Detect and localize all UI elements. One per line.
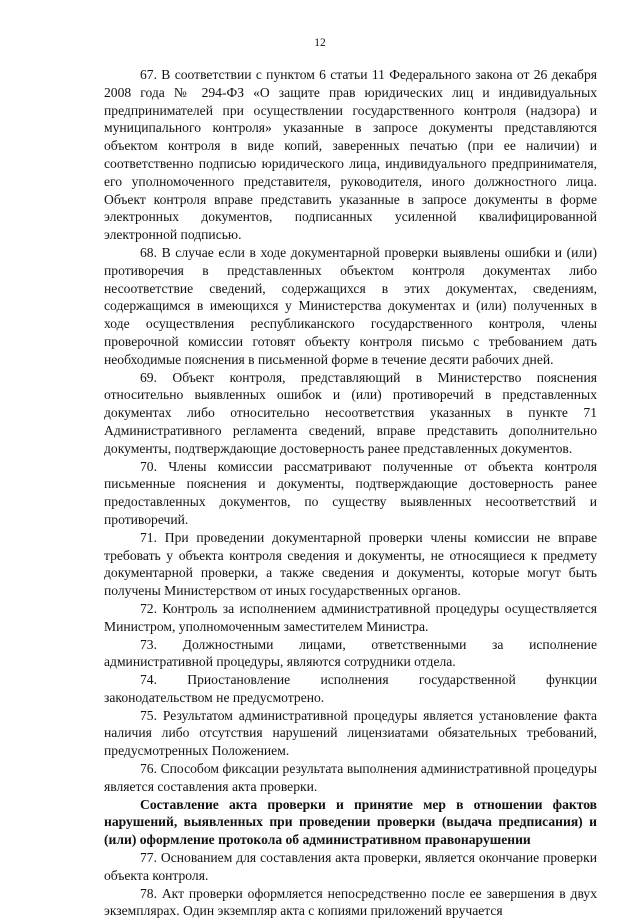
paragraph-74: 74. Приостановление исполнения государственной функции законодательством не предусмотрено. xyxy=(104,672,597,705)
page-number: 12 xyxy=(314,37,326,49)
paragraph-78: 78. Акт проверки оформляется непосредственно после ее завершения в двух экземплярах. Один экземпляр акта с копиями приложений вручается xyxy=(104,885,597,919)
section-heading: Составление акта проверки и принятие мер в отношении фактов нарушений, выявленных при проведении проверки (выдача предписания) и (или) оформление протокола об административном правонарушении xyxy=(104,796,597,848)
paragraph-76: 76. Способом фиксации результата выполнения административной процедуры является составления акта проверки. xyxy=(104,761,597,794)
paragraph-73: 73. Должностными лицами, ответственными за исполнение административной процедуры, являются сотрудники отдела. xyxy=(104,636,597,670)
document-body xyxy=(104,66,597,920)
paragraph-72: 72. Контроль за исполнением административной процедуры осуществляется Министром, уполномоченным заместителем Министра. xyxy=(104,600,597,634)
paragraph-71: 71. При проведении документарной проверки члены комиссии не вправе требовать у объекта контроля сведения и документы, не относящиеся к предмету документарной проверки, а также сведения и документы, которые могут быть получены Министерством от иных государственных органов. xyxy=(104,529,597,599)
paragraph-68: 68. В случае если в ходе документарной проверки выявлены ошибки и (или) противоречия в представленных объектом контроля документах либо несоответствие сведений, содержащихся в этих документах, сведениям, содержащимся в имеющихся у Министерства документах и (или) полученных в ходе осуществления республиканского государственного контроля, члены проверочной комиссии готовят объекту контроля письмо с требованием дать необходимые пояснения в письменной форме в течение десяти рабочих дней. xyxy=(104,244,597,367)
paragraph-69: 69. Объект контроля, представляющий в Министерство пояснения относительно выявленных ошибок и (или) противоречий в представленных документах либо относительно несоответствия указанных в пункте 71 Административного регламента сведений, вправе представить дополнительно документы, подтверждающие достоверность ранее представленных документов. xyxy=(104,369,597,456)
paragraph-67: 67. В соответствии с пунктом 6 статьи 11 Федерального закона от 26 декабря 2008 года № 294-ФЗ «О защите прав юридических лиц и индивидуальных предпринимателей при осуществлении государственного контроля (надзора) и муниципального контроля» указанные в запросе документы представляются объектом контроля в виде копий, заверенных печатью (при ее наличии) и соответственно подписью юридического лица, индивидуального предпринимателя, его уполномоченного представителя, руководителя, иного должностного лица. Объект контроля вправе представить указанные в запросе документы в форме электронных документов, подписанных усиленной квалифицированной электронной подписью. xyxy=(104,67,597,243)
paragraph-75: 75. Результатом административной процедуры является установление факта наличия либо отсутствия нарушений лицензиатами обязательных требований, предусмотренных Положением. xyxy=(104,707,597,759)
paragraph-70: 70. Члены комиссии рассматривают полученные от объекта контроля письменные пояснения и документы, подтверждающие достоверность ранее предоставленных документов, по существу выявленных несоответствий и противоречий. xyxy=(104,458,597,527)
paragraph-77: 77. Основанием для составления акта проверки, является окончание проверки объекта контроля. xyxy=(104,850,597,883)
